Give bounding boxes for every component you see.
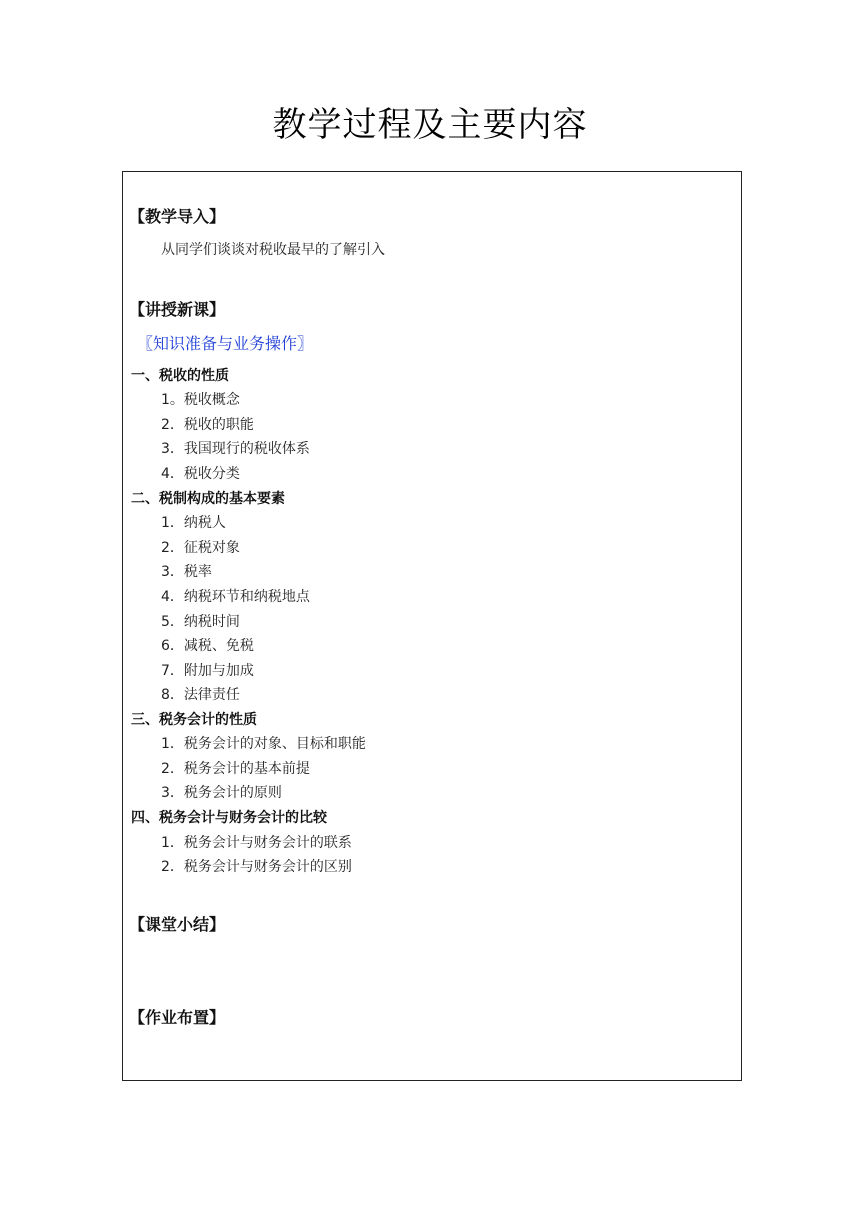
section-title: 三、税务会计的性质 (131, 712, 257, 728)
list-item: 8．法律责任 (161, 687, 240, 703)
list-item: 2．税务会计的基本前提 (161, 761, 310, 777)
list-item: 1．税务会计的对象、目标和职能 (161, 736, 366, 752)
list-item: 3．我国现行的税收体系 (161, 441, 310, 457)
intro-heading: 【教学导入】 (129, 207, 226, 226)
homework-heading: 【作业布置】 (129, 1008, 226, 1027)
list-item: 7．附加与加成 (161, 663, 254, 679)
list-item: 6．减税、免税 (161, 638, 254, 654)
lecture-heading: 【讲授新课】 (129, 300, 226, 319)
page-title: 教学过程及主要内容 (272, 105, 588, 145)
list-item: 3．税务会计的原则 (161, 785, 282, 801)
section-title: 四、税务会计与财务会计的比较 (131, 810, 327, 826)
section-title: 一、税收的性质 (131, 368, 229, 384)
intro-text: 从同学们谈谈对税收最早的了解引入 (161, 242, 385, 258)
lecture-subheading: 〖知识准备与业务操作〗 (137, 334, 314, 353)
section-title: 二、税制构成的基本要素 (131, 491, 285, 507)
content-frame (122, 171, 742, 1081)
list-item: 1．纳税人 (161, 515, 226, 531)
list-item: 2．税务会计与财务会计的区别 (161, 859, 352, 875)
list-item: 4．税收分类 (161, 466, 240, 482)
list-item: 1．税务会计与财务会计的联系 (161, 835, 352, 851)
list-item: 3．税率 (161, 564, 212, 580)
summary-heading: 【课堂小结】 (129, 915, 226, 934)
list-item: 1。税收概念 (161, 392, 240, 408)
list-item: 4．纳税环节和纳税地点 (161, 589, 310, 605)
list-item: 2．税收的职能 (161, 417, 254, 433)
list-item: 2．征税对象 (161, 540, 240, 556)
list-item: 5．纳税时间 (161, 614, 240, 630)
